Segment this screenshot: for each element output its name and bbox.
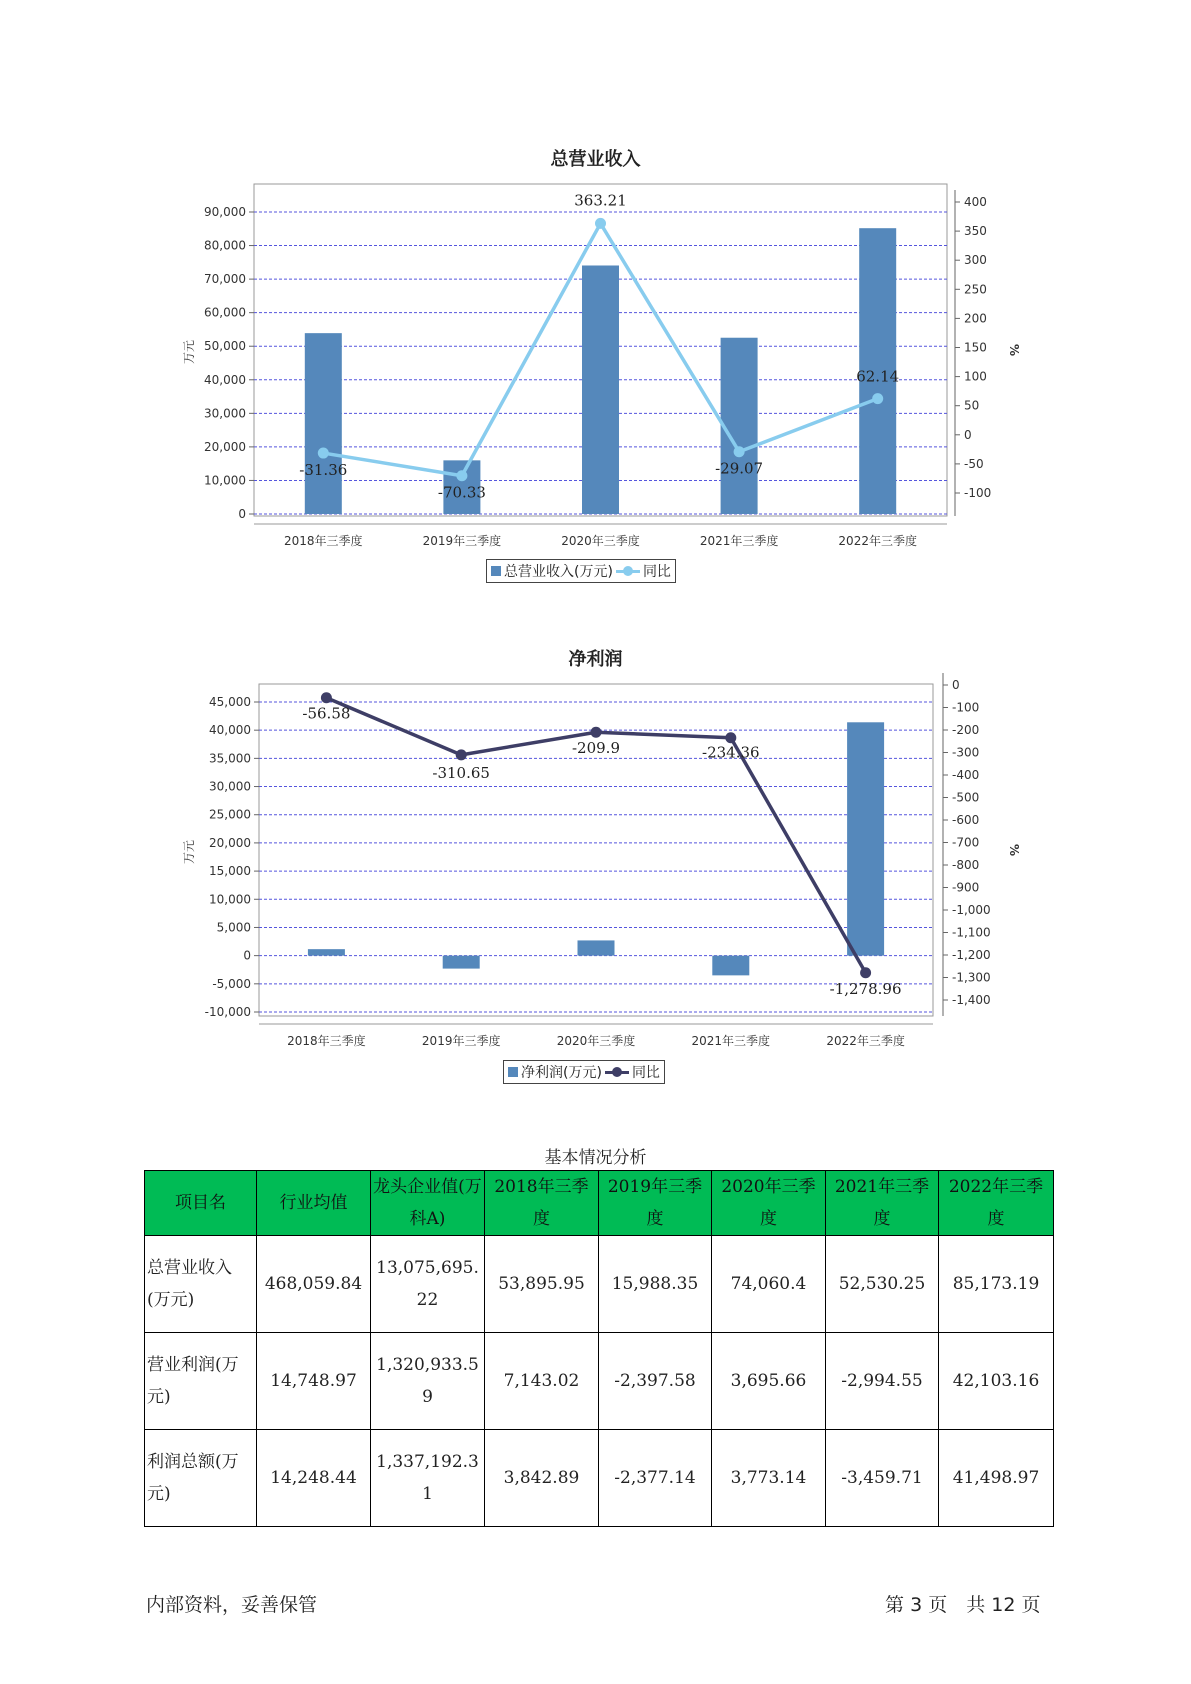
data-label: -310.65 [432,763,490,782]
y-tick-label: 15,000 [209,864,251,879]
table-cell: 3,695.66 [712,1333,826,1430]
page-suffix: 页 [1021,1594,1041,1616]
x-tick-label: 2019年三季度 [422,534,502,548]
x-tick-label: 2021年三季度 [699,534,779,548]
y-tick-label: -5,000 [212,976,251,991]
y2-tick-label: 200 [964,311,987,326]
y-tick-label: 0 [243,948,251,963]
legend-bar-label: 净利润(万元) [521,1065,602,1081]
table-cell: -2,377.14 [599,1430,712,1527]
y-tick-label: 5,000 [216,920,251,935]
bar [712,956,749,976]
y-tick-label: 30,000 [209,779,251,794]
y-tick-label: 25,000 [209,807,251,822]
x-tick-label: 2018年三季度 [284,534,363,548]
chart-legend [503,1060,665,1084]
y2-tick-label: -800 [952,858,980,872]
y2-tick-label: -900 [952,880,980,895]
data-label: -1,278.96 [829,979,902,998]
legend-line-label: 同比 [631,1065,660,1081]
bar [308,949,345,955]
y2-tick-label: -100 [952,700,980,715]
x-tick-label: 2022年三季度 [826,1034,905,1048]
page-indicator [885,1590,1041,1617]
legend-bar-label: 总营业收入(万元) [504,564,613,580]
legend-line-swatch [605,1067,629,1077]
y-tick-label: 20,000 [204,439,246,454]
y-tick-label: 90,000 [204,205,246,219]
chart-title: 净利润 [568,649,623,670]
x-tick-label: 2020年三季度 [561,534,640,548]
page-prefix: 第 [885,1594,905,1616]
y2-tick-label: -500 [952,790,980,805]
y-tick-label: 35,000 [209,751,251,766]
y2-tick-label: 100 [964,369,987,384]
basic-analysis-table [144,1170,1054,1527]
data-label: 363.21 [574,191,627,210]
y2-tick-label: -1,300 [952,970,991,985]
x-tick-label: 2021年三季度 [691,1034,771,1048]
y-axis-title: 万元 [182,339,196,365]
table-cell: 74,060.4 [712,1236,826,1333]
table-cell: 42,103.16 [939,1333,1054,1430]
y2-tick-label: 300 [964,253,987,268]
header-cell: 2018年三季度 [485,1171,599,1236]
table-header-row [145,1171,1054,1236]
table-cell: 85,173.19 [939,1236,1054,1333]
table-cell: 468,059.84 [257,1236,371,1333]
table-cell: 3,842.89 [485,1430,599,1527]
y-tick-label: 0 [238,507,246,521]
bar [443,956,480,969]
y2-tick-label: -700 [952,835,980,850]
y-tick-label: 40,000 [204,372,246,387]
table-cell: -2,397.58 [599,1333,712,1430]
data-label: -234.36 [702,743,760,762]
data-label: -31.36 [299,461,348,480]
table-cell: 53,895.95 [485,1236,599,1333]
row-name-cell: 利润总额(万元) [145,1430,257,1527]
table-cell: 1,337,192.31 [371,1430,485,1527]
bar [847,722,884,955]
table-row [145,1333,1054,1430]
header-cell: 2019年三季度 [599,1171,712,1236]
series-point [456,749,467,760]
y-tick-label: 30,000 [204,406,246,421]
data-label: -209.9 [571,739,621,758]
y-tick-label: 10,000 [204,473,246,488]
table-row [145,1430,1054,1527]
table-cell: 15,988.35 [599,1236,712,1333]
data-label: -70.33 [437,483,486,502]
table-cell: 14,248.44 [257,1430,371,1527]
y2-tick-label: -600 [952,813,980,827]
y2-tick-label: 0 [964,427,972,442]
x-tick-label: 2022年三季度 [838,534,917,548]
y-tick-label: 60,000 [204,305,246,320]
table-cell: -3,459.71 [826,1430,939,1527]
header-cell: 2021年三季度 [826,1171,939,1236]
y-tick-label: -10,000 [204,1005,251,1019]
bar [578,940,615,955]
y2-tick-label: 250 [964,282,987,297]
data-label: -29.07 [715,459,764,478]
table-row [145,1236,1054,1333]
series-point [860,967,871,978]
y-tick-label: 70,000 [204,272,246,287]
chart-title: 总营业收入 [550,149,641,170]
y2-tick-label: 0 [952,678,960,692]
header-cell: 龙头企业值(万科A) [371,1171,485,1236]
y2-tick-label: -1,200 [952,948,991,962]
y-tick-label: 20,000 [209,835,251,850]
y2-tick-label: -300 [952,745,980,760]
header-cell: 项目名 [145,1171,257,1236]
y-tick-label: 50,000 [204,339,246,354]
series-point [725,732,736,743]
data-label: -56.58 [302,704,351,723]
header-cell: 行业均值 [257,1171,371,1236]
header-cell: 2022年三季度 [939,1171,1054,1236]
table-cell: 14,748.97 [257,1333,371,1430]
y2-tick-label: -1,100 [952,925,991,940]
y-tick-label: 10,000 [209,892,251,907]
y2-tick-label: 50 [964,398,980,413]
table-cell: 1,320,933.59 [371,1333,485,1430]
y2-tick-label: -200 [952,723,980,737]
y2-tick-label: -50 [964,456,984,471]
series-point [591,727,602,738]
y2-tick-label: -100 [964,486,992,500]
x-tick-label: 2019年三季度 [421,1034,501,1048]
y2-tick-label: -400 [952,768,980,782]
header-cell: 2020年三季度 [712,1171,826,1236]
y-tick-label: 80,000 [204,238,246,253]
page-number: 3 [910,1594,923,1616]
data-label: 62.14 [856,367,900,386]
table-cell: -2,994.55 [826,1333,939,1430]
y2-tick-label: 350 [964,224,987,239]
y-axis-title: 万元 [182,839,196,865]
y2-axis-title: % [1007,343,1021,357]
y2-tick-label: 150 [964,340,987,355]
row-name-cell: 总营业收入(万元) [145,1236,257,1333]
legend-bar-swatch [508,1067,518,1077]
y2-tick-label: 400 [964,195,987,209]
y-tick-label: 45,000 [209,695,251,709]
table-cell: 41,498.97 [939,1430,1054,1527]
table-cell: 7,143.02 [485,1333,599,1430]
page-total: 12 [991,1594,1016,1616]
legend-line-label: 同比 [642,564,671,580]
page-mid: 页 共 [928,1594,986,1616]
x-tick-label: 2020年三季度 [556,1034,636,1048]
x-tick-label: 2018年三季度 [287,1034,366,1048]
y2-tick-label: -1,400 [952,993,991,1007]
y2-tick-label: -1,000 [952,903,991,917]
y2-axis-title: % [1007,843,1021,857]
table-cell: 3,773.14 [712,1430,826,1527]
table-cell: 13,075,695.22 [371,1236,485,1333]
series-point [321,692,332,703]
footer-note: 内部资料，妥善保管 [146,1594,318,1616]
y-tick-label: 40,000 [209,723,251,738]
row-name-cell: 营业利润(万元) [145,1333,257,1430]
table-title: 基本情况分析 [544,1148,647,1168]
table-cell: 52,530.25 [826,1236,939,1333]
